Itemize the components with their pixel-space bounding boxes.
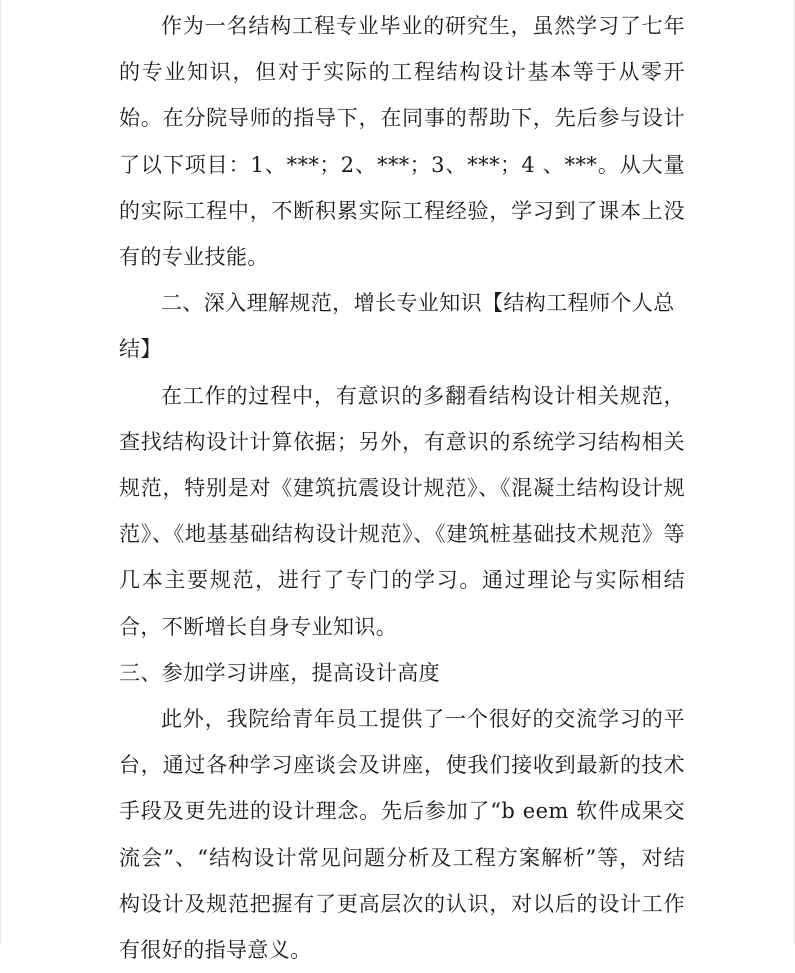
paragraph-lectures: 此外，我院给青年员工提供了一个很好的交流学习的平台，通过各种学习座谈会及讲座，使我们接收到最新的技术手段及更先进的设计理念。先后参加了“b eem 软件成果交流会”、“结构设计常见问题分析及工程方案解析”等，对结构设计及规范把握有了更高层次的认识，对以后的设计工作有很好的指导意义。: [119, 707, 685, 963]
paragraph-standards-study: 在工作的过程中，有意识的多翻看结构设计相关规范，查找结构设计计算依据；另外，有意识的系统学习结构相关规范，特别是对《建筑抗震设计规范》、《混凝土结构设计规范》、《地基基础结构设计规范》、《建筑桩基础技术规范》等几本主要规范，进行了专门的学习。通过理论与实际相结合，不断增长自身专业知识。: [119, 383, 685, 639]
section-heading-standards: 二、深入理解规范，增长专业知识【结构工程师个人总结】: [119, 291, 675, 362]
paragraph-project-experience: 作为一名结构工程专业毕业的研究生，虽然学习了七年的专业知识，但对于实际的工程结构设计基本等于从零开始。在分院导师的指导下，在同事的帮助下，先后参与设计了以下项目：1、***；2、***；3、***；4 、***。从大量的实际工程中，不断积累实际工程经验，学习到了课本上没有的专业技能。: [119, 14, 685, 270]
section-heading-lectures: 三、参加学习讲座，提高设计高度: [119, 660, 440, 685]
document-body: [119, 3, 685, 973]
